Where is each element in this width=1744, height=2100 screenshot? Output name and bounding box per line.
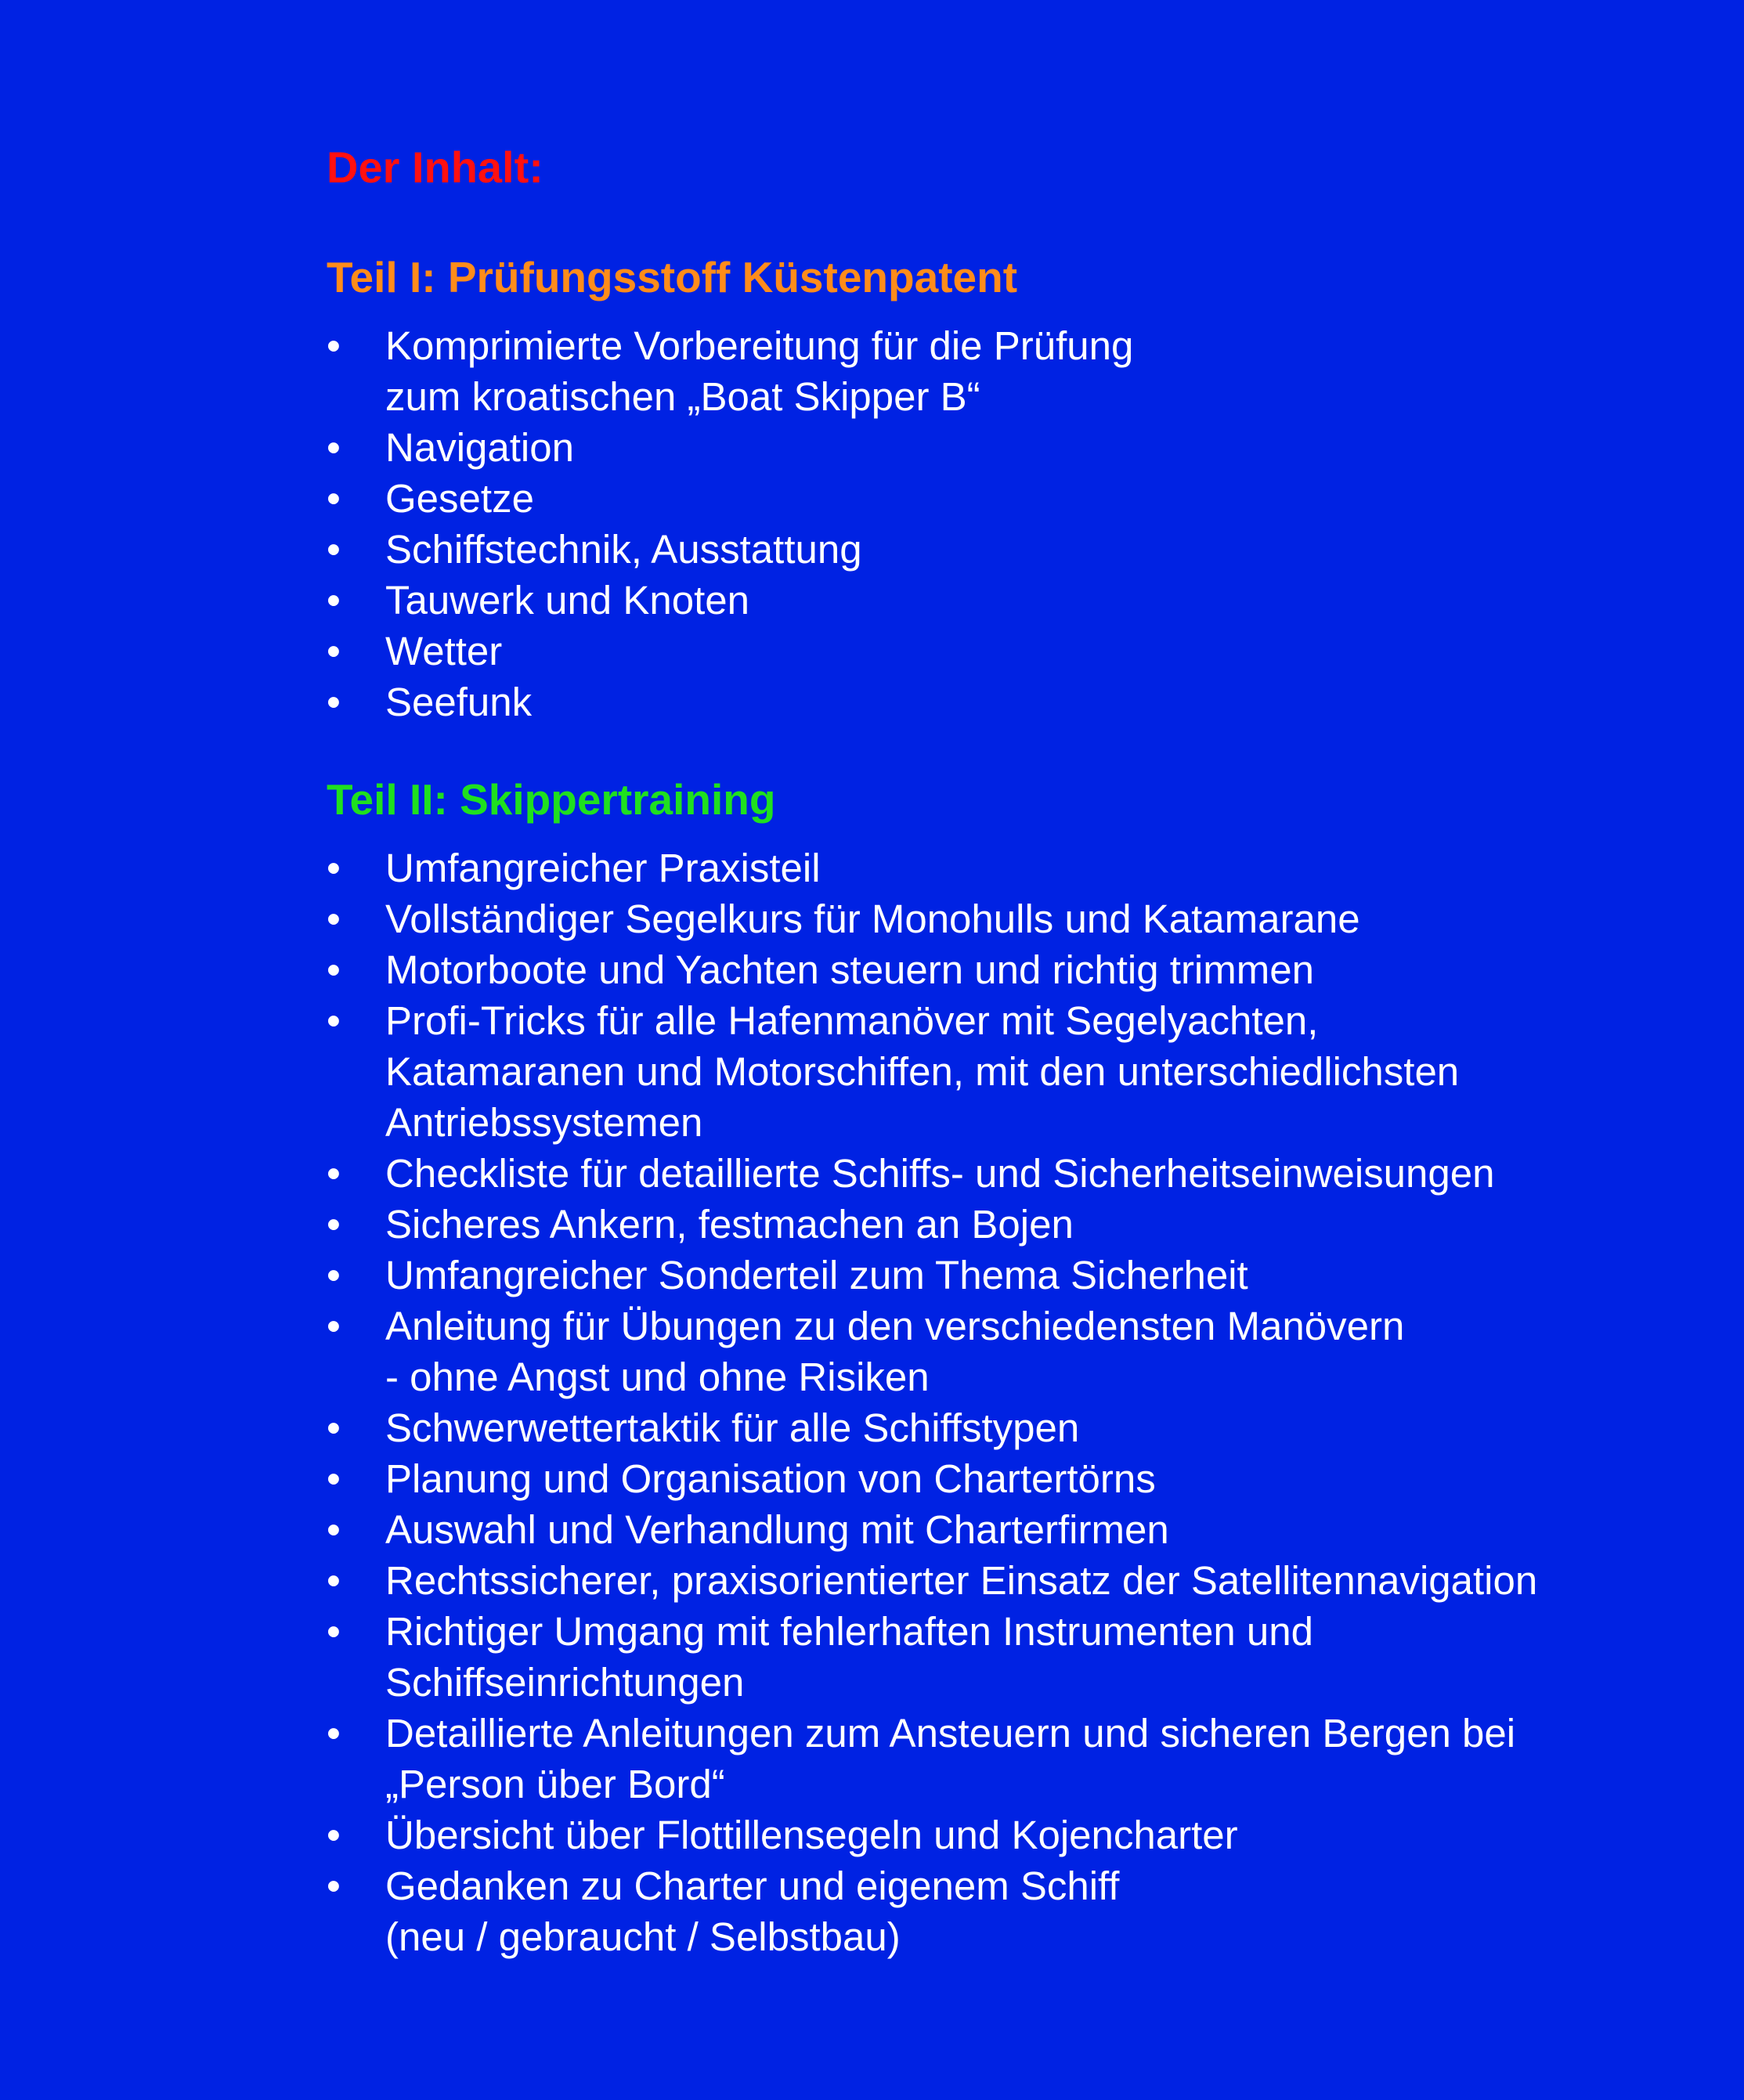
part-2-list (327, 843, 1697, 1962)
list-item (327, 473, 1697, 524)
list-item (327, 1199, 1697, 1250)
bullet-icon: • (327, 1405, 341, 1450)
list-item (327, 1402, 1697, 1453)
list-item-text: Antriebssystemen (385, 1100, 703, 1145)
list-item-text: Profi-Tricks für alle Hafenmanöver mit Segelyachten, (385, 998, 1319, 1043)
list-item-text: Rechtssicherer, praxisorientierter Einsatz der Satellitennavigation (385, 1558, 1538, 1603)
list-item (327, 626, 1697, 677)
list-item-text: Schwerwettertaktik für alle Schiffstypen (385, 1405, 1080, 1450)
list-item-text: Anleitung für Übungen zu den verschiedensten Manövern (385, 1304, 1405, 1348)
list-item-text: Umfangreicher Sonderteil zum Thema Sicherheit (385, 1253, 1248, 1297)
list-item-text: Motorboote und Yachten steuern und richtig trimmen (385, 947, 1314, 992)
part-1-heading: Teil I: Prüfungsstoff Küstenpatent (327, 253, 1018, 301)
list-item-text: „Person über Bord“ (385, 1762, 725, 1806)
list-item-text: Übersicht über Flottillensegeln und Kojencharter (385, 1813, 1238, 1857)
list-item (327, 1810, 1697, 1860)
list-item-text: Vollständiger Segelkurs für Monohulls und Katamarane (385, 897, 1360, 941)
list-item-text: Katamaranen und Motorschiffen, mit den unterschiedlichsten (385, 1049, 1460, 1094)
bullet-icon: • (327, 1304, 341, 1348)
list-item-text: Wetter (385, 629, 503, 673)
bullet-icon: • (327, 1813, 341, 1857)
list-item-text: Richtiger Umgang mit fehlerhaften Instrumenten und (385, 1609, 1313, 1654)
list-item-text: Checkliste für detaillierte Schiffs- und Sicherheitseinweisungen (385, 1151, 1495, 1196)
list-item-text: Tauwerk und Knoten (385, 578, 749, 622)
list-item-text: Gedanken zu Charter und eigenem Schiff (385, 1864, 1120, 1908)
list-item-text: Umfangreicher Praxisteil (385, 846, 821, 890)
bullet-icon: • (327, 1507, 341, 1552)
list-item (327, 1301, 1697, 1402)
list-item (327, 677, 1697, 727)
list-item (327, 1606, 1697, 1708)
bullet-icon: • (327, 425, 341, 470)
bullet-icon: • (327, 998, 341, 1043)
bullet-icon: • (327, 578, 341, 622)
list-item-text: Sicheres Ankern, festmachen an Bojen (385, 1202, 1074, 1247)
list-item-text: zum kroatischen „Boat Skipper B“ (385, 374, 980, 419)
list-item (327, 320, 1697, 422)
list-item (327, 1250, 1697, 1301)
list-item-text: Planung und Organisation von Chartertörns (385, 1456, 1156, 1501)
bullet-icon: • (327, 629, 341, 673)
list-item (327, 1504, 1697, 1555)
list-item (327, 1148, 1697, 1199)
bullet-icon: • (327, 527, 341, 572)
bullet-icon: • (327, 1202, 341, 1247)
list-item (327, 995, 1697, 1148)
list-item (327, 524, 1697, 575)
part-1-section (327, 248, 1697, 727)
list-item (327, 893, 1697, 944)
list-item-text: Auswahl und Verhandlung mit Charterfirmen (385, 1507, 1169, 1552)
part-2-section (327, 770, 1697, 1962)
list-item-text: Komprimierte Vorbereitung für die Prüfung (385, 323, 1134, 368)
bullet-icon: • (327, 1151, 341, 1196)
list-item-text: Schiffseinrichtungen (385, 1660, 745, 1705)
bullet-icon: • (327, 1456, 341, 1501)
list-item (327, 575, 1697, 626)
list-item-text: (neu / gebraucht / Selbstbau) (385, 1914, 901, 1959)
list-item (327, 944, 1697, 995)
bullet-icon: • (327, 1864, 341, 1908)
list-item (327, 1860, 1697, 1962)
list-item-text: Gesetze (385, 476, 534, 521)
list-item-text: Schiffstechnik, Ausstattung (385, 527, 862, 572)
list-item (327, 843, 1697, 893)
list-item (327, 1555, 1697, 1606)
part-1-list (327, 320, 1697, 727)
page-title: Der Inhalt: (327, 143, 543, 192)
list-item (327, 1708, 1697, 1810)
bullet-icon: • (327, 476, 341, 521)
bullet-icon: • (327, 1609, 341, 1654)
list-item-text: Detaillierte Anleitungen zum Ansteuern und sicheren Bergen bei (385, 1711, 1516, 1755)
list-item-text: Seefunk (385, 680, 533, 724)
contents-page (327, 138, 1697, 1962)
bullet-icon: • (327, 897, 341, 941)
bullet-icon: • (327, 846, 341, 890)
list-item-text: Navigation (385, 425, 574, 470)
list-item-text: - ohne Angst und ohne Risiken (385, 1355, 930, 1399)
part-2-heading: Teil II: Skippertraining (327, 775, 776, 824)
bullet-icon: • (327, 680, 341, 724)
bullet-icon: • (327, 1711, 341, 1755)
bullet-icon: • (327, 1558, 341, 1603)
bullet-icon: • (327, 947, 341, 992)
bullet-icon: • (327, 323, 341, 368)
bullet-icon: • (327, 1253, 341, 1297)
list-item (327, 422, 1697, 473)
list-item (327, 1453, 1697, 1504)
